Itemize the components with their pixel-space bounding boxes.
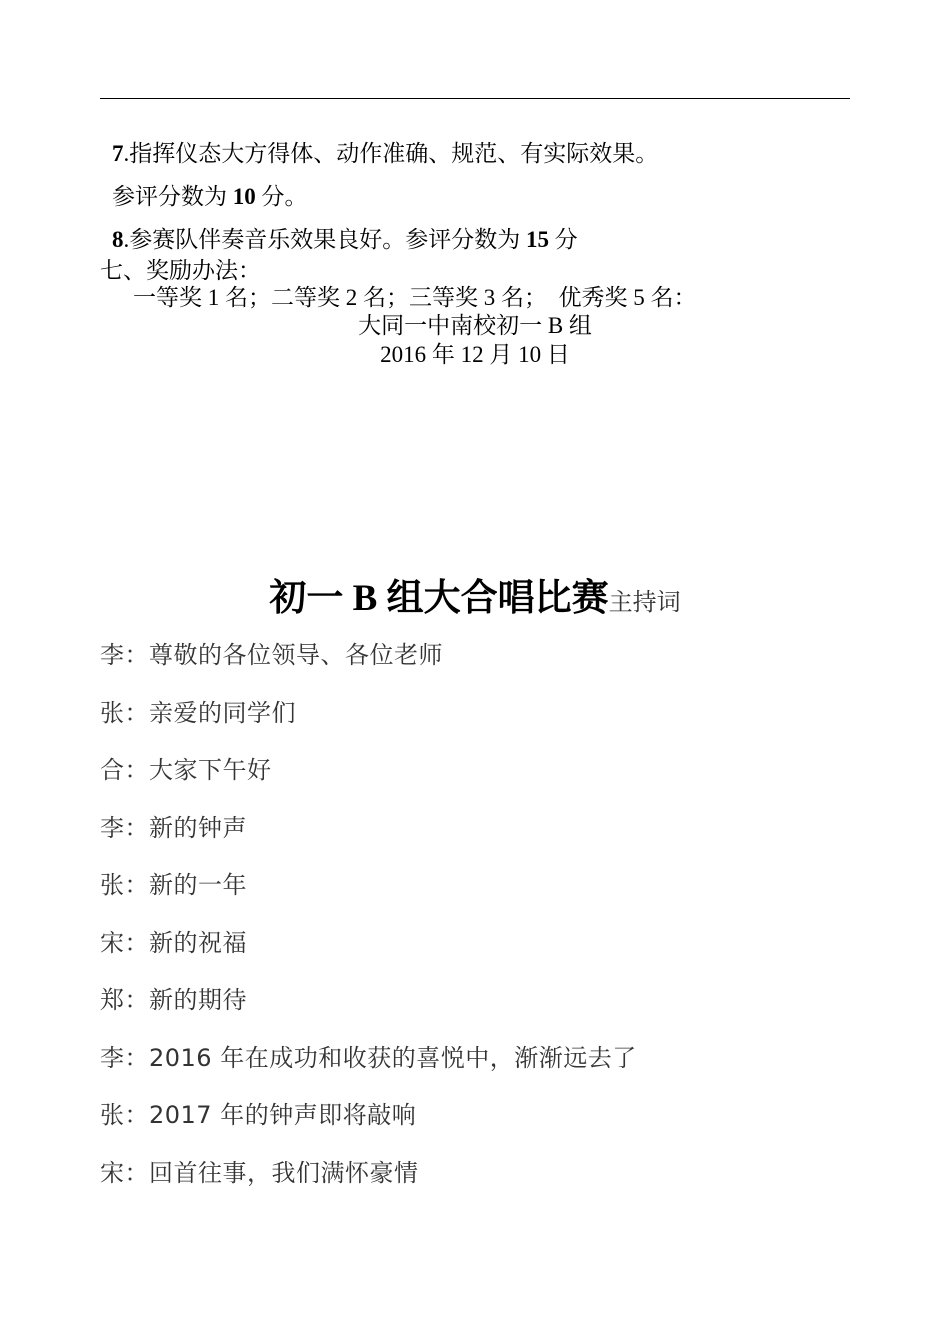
speaker-label: 宋：	[100, 928, 149, 957]
speaker-label: 张：	[100, 1101, 149, 1129]
script-line	[100, 1158, 419, 1187]
script-line	[100, 758, 272, 782]
script-line	[100, 873, 247, 897]
header-rule	[100, 98, 850, 99]
rule-8-text: .参赛队伴奏音乐效果良好。参评分数为	[123, 227, 521, 252]
document-date: 2016 年 12 月 10 日	[380, 342, 570, 367]
script-line	[100, 1043, 637, 1072]
speaker-label: 宋：	[100, 1158, 149, 1187]
awards-heading: 七、奖励办法：	[100, 258, 261, 283]
speaker-label: 李：	[100, 641, 149, 669]
line-text: 新的钟声	[149, 813, 247, 842]
rule-7-score-value: 10	[232, 184, 256, 209]
rule-item-7	[112, 142, 658, 165]
rule-7-number: 7	[112, 141, 124, 166]
organizer: 大同一中南校初一 B 组	[358, 313, 592, 338]
line-text: 2017 年的钟声即将敲响	[149, 1101, 417, 1129]
rule-7-score-suffix: 分。	[261, 184, 308, 209]
rule-8-score-value: 15	[526, 227, 549, 252]
line-text: 新的期待	[149, 986, 247, 1014]
script-title-main: 初一 B 组大合唱比赛	[269, 578, 609, 619]
rule-8-number: 8	[112, 227, 124, 252]
speaker-label: 张：	[100, 871, 149, 899]
rule-7-score	[112, 185, 308, 208]
speaker-label: 张：	[100, 698, 149, 727]
script-line	[100, 1103, 416, 1127]
script-title-sub: 主持词	[608, 590, 681, 616]
speaker-label: 李：	[100, 813, 149, 842]
script-line	[100, 698, 296, 727]
script-line	[100, 928, 247, 957]
line-text: 亲爱的同学们	[149, 698, 296, 727]
rule-7-score-prefix: 参评分数为	[112, 184, 227, 209]
speaker-label: 合：	[100, 756, 149, 784]
rule-7-text: .指挥仪态大方得体、动作准确、规范、有实际效果。	[123, 141, 659, 166]
awards-text: 一等奖 1 名；二等奖 2 名；三等奖 3 名； 优秀奖 5 名：	[133, 285, 697, 310]
rule-item-8	[112, 228, 578, 251]
script-line	[100, 988, 247, 1012]
speaker-label: 郑：	[100, 986, 149, 1014]
line-text: 2016 年在成功和收获的喜悦中，渐渐远去了	[149, 1043, 637, 1072]
rule-8-score-suffix: 分	[554, 227, 578, 252]
script-line	[100, 813, 247, 842]
line-text: 尊敬的各位领导、各位老师	[149, 641, 443, 669]
script-line	[100, 643, 443, 667]
line-text: 回首往事，我们满怀豪情	[149, 1158, 419, 1187]
speaker-label: 李：	[100, 1043, 149, 1072]
line-text: 新的一年	[149, 871, 247, 899]
script-title	[0, 580, 950, 617]
line-text: 新的祝福	[149, 928, 247, 957]
line-text: 大家下午好	[149, 756, 272, 784]
